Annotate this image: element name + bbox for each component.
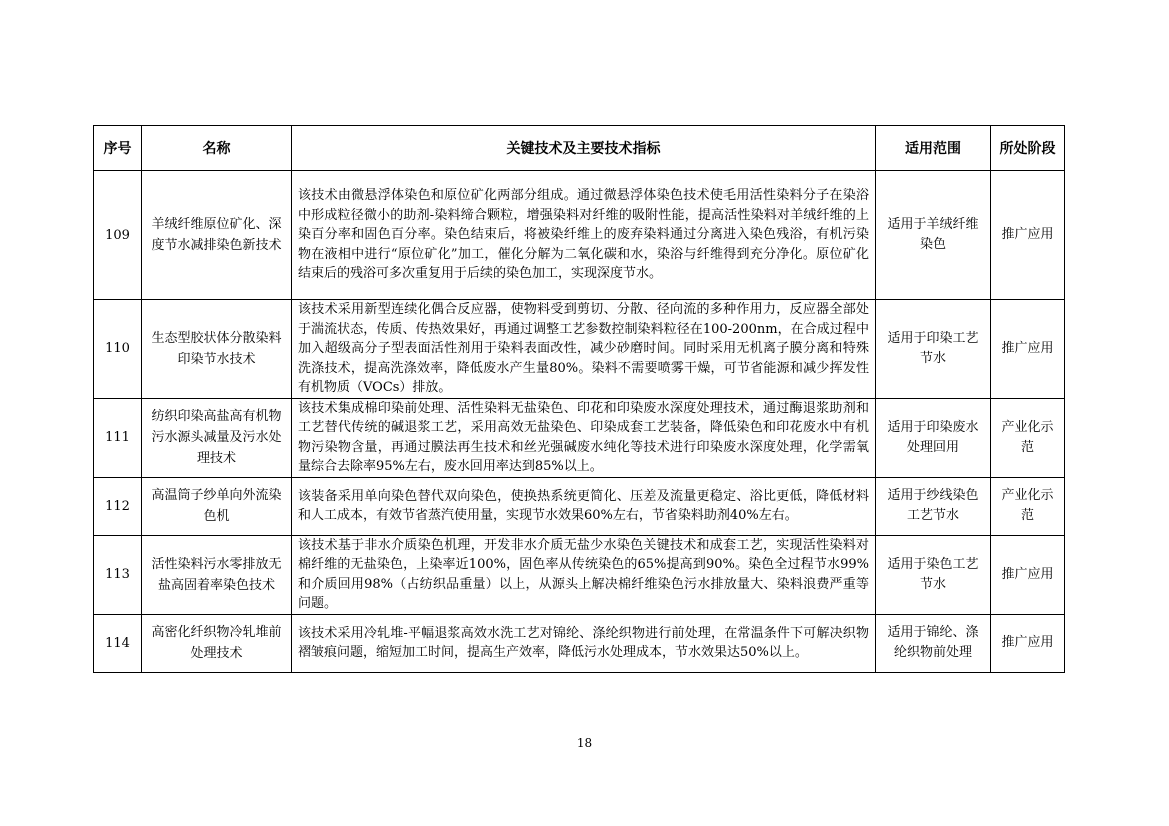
development-stage: 产业化示范 xyxy=(991,477,1065,535)
applicable-scope: 适用于锦纶、涤纶织物前处理 xyxy=(876,614,991,672)
table-header-row xyxy=(94,126,1065,171)
header-stage: 所处阶段 xyxy=(991,126,1065,171)
technology-description: 该技术集成棉印染前处理、活性染料无盐染色、印花和印染废水深度处理技术，通过酶退浆助剂和工艺替代传统的碱退浆工艺，采用高效无盐染色、印染成套工艺装备，降低染色和印花废水中有机物污染物含量，再通过膜法再生技术和丝光强碱废水纯化等技术进行印染废水深度处理，化学需氧量综合去除率95%左右，废水回用率达到85%以上。 xyxy=(292,398,876,477)
table-row xyxy=(94,535,1065,614)
row-number: 114 xyxy=(94,614,142,672)
table-row xyxy=(94,477,1065,535)
technology-name: 生态型胶状体分散染料印染节水技术 xyxy=(142,300,292,399)
applicable-scope: 适用于纱线染色工艺节水 xyxy=(876,477,991,535)
applicable-scope: 适用于印染工艺节水 xyxy=(876,300,991,399)
technology-description: 该技术由微悬浮体染色和原位矿化两部分组成。通过微悬浮体染色技术使毛用活性染料分子在染浴中形成粒径微小的助剂-染料缔合颗粒，增强染料对纤维的吸附性能，提高活性染料对羊绒纤维的上染百分率和固色百分率。染色结束后，将被染纤维上的废弃染料通过分离进入染色残浴，有机污染物在液相中进行“原位矿化”加工，催化分解为二氧化碳和水，染浴与纤维得到充分净化。原位矿化结束后的残浴可多次重复用于后续的染色加工，实现深度节水。 xyxy=(292,171,876,300)
row-number: 112 xyxy=(94,477,142,535)
table-row xyxy=(94,614,1065,672)
technology-name: 高温筒子纱单向外流染色机 xyxy=(142,477,292,535)
technology-description: 该装备采用单向染色替代双向染色，使换热系统更简化、压差及流量更稳定、浴比更低，降低材料和人工成本，有效节省蒸汽使用量，实现节水效果60%左右，节省染料助剂40%左右。 xyxy=(292,477,876,535)
technology-table xyxy=(93,125,1065,673)
applicable-scope: 适用于染色工艺节水 xyxy=(876,535,991,614)
table-row xyxy=(94,300,1065,399)
row-number: 110 xyxy=(94,300,142,399)
development-stage: 推广应用 xyxy=(991,614,1065,672)
table-row xyxy=(94,398,1065,477)
header-name: 名称 xyxy=(142,126,292,171)
row-number: 113 xyxy=(94,535,142,614)
applicable-scope: 适用于羊绒纤维染色 xyxy=(876,171,991,300)
header-scope: 适用范围 xyxy=(876,126,991,171)
row-number: 109 xyxy=(94,171,142,300)
development-stage: 推广应用 xyxy=(991,535,1065,614)
development-stage: 推广应用 xyxy=(991,171,1065,300)
header-serial-number: 序号 xyxy=(94,126,142,171)
header-key-technology: 关键技术及主要技术指标 xyxy=(292,126,876,171)
technology-name: 活性染料污水零排放无盐高固着率染色技术 xyxy=(142,535,292,614)
row-number: 111 xyxy=(94,398,142,477)
development-stage: 推广应用 xyxy=(991,300,1065,399)
technology-description: 该技术基于非水介质染色机理，开发非水介质无盐少水染色关键技术和成套工艺，实现活性染料对棉纤维的无盐染色，上染率近100%，固色率从传统染色的65%提高到90%。染色全过程节水99%和介质回用98%（占纺织品重量）以上，从源头上解决棉纤维染色污水排放量大、染料浪费严重等问题。 xyxy=(292,535,876,614)
development-stage: 产业化示范 xyxy=(991,398,1065,477)
technology-description: 该技术采用冷轧堆-平幅退浆高效水洗工艺对锦纶、涤纶织物进行前处理，在常温条件下可解决织物褶皱痕问题，缩短加工时间，提高生产效率，降低污水处理成本，节水效果达50%以上。 xyxy=(292,614,876,672)
technology-name: 羊绒纤维原位矿化、深度节水减排染色新技术 xyxy=(142,171,292,300)
applicable-scope: 适用于印染废水处理回用 xyxy=(876,398,991,477)
technology-name: 高密化纤织物冷轧堆前处理技术 xyxy=(142,614,292,672)
technology-description: 该技术采用新型连续化偶合反应器，使物料受到剪切、分散、径向流的多种作用力，反应器全部处于湍流状态，传质、传热效果好，再通过调整工艺参数控制染料粒径在100-200nm，在合成过程中加入超级高分子型表面活性剂用于染料表面改性，减少砂磨时间。同时采用无机离子膜分离和特殊洗涤技术，提高洗涤效率，降低废水产生量80%。染料不需要喷雾干燥，可节省能源和减少挥发性有机物质（VOCs）排放。 xyxy=(292,300,876,399)
technology-name: 纺织印染高盐高有机物污水源头减量及污水处理技术 xyxy=(142,398,292,477)
page-number: 18 xyxy=(576,736,593,750)
table-row xyxy=(94,171,1065,300)
